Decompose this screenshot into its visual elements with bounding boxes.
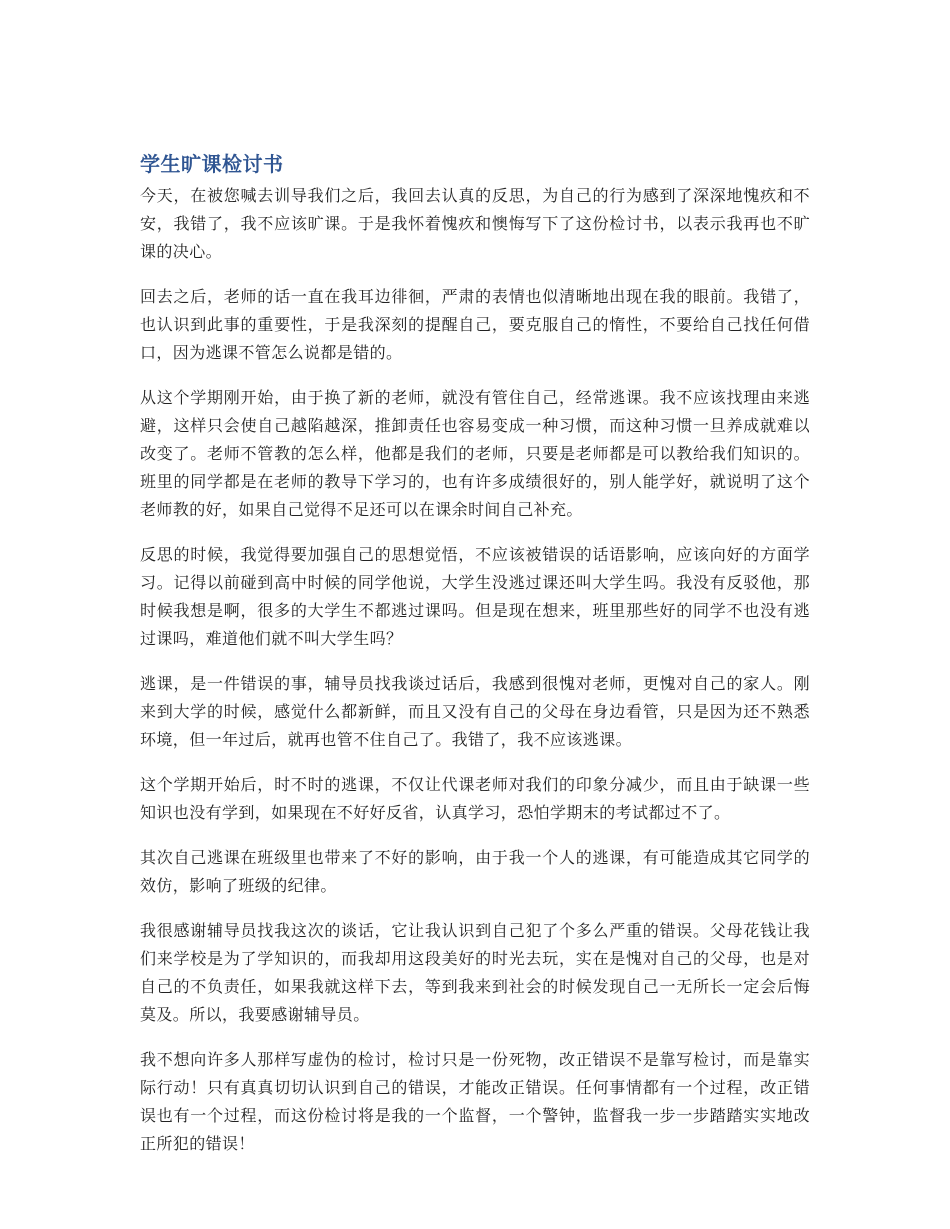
paragraph-1: 今天，在被您喊去训导我们之后，我回去认真的反思，为自己的行为感到了深深地愧疚和不安，我错了，我不应该旷课。于是我怀着愧疚和懊悔写下了这份检讨书，以表示我再也不旷课的决心。	[140, 186, 810, 261]
paragraph-8: 我很感谢辅导员找我这次的谈话，它让我认识到自己犯了个多么严重的错误。父母花钱让我们来学校是为了学知识的，而我却用这段美好的时光去玩，实在是愧对自己的父母，也是对自己的不负责任，如果我就这样下去，等到我来到社会的时候发现自己一无所长一定会后悔莫及。所以，我要感谢辅导员。	[140, 921, 810, 1024]
paragraph-5: 逃课，是一件错误的事，辅导员找我谈过话后，我感到很愧对老师，更愧对自己的家人。刚来到大学的时候，感觉什么都新鲜，而且又没有自己的父母在身边看管，只是因为还不熟悉环境，但一年过后，就再也管不住自己了。我错了，我不应该逃课。	[140, 674, 810, 749]
paragraph-7: 其次自己逃课在班级里也带来了不好的影响，由于我一个人的逃课，有可能造成其它同学的效仿，影响了班级的纪律。	[140, 848, 810, 895]
document-title: 学生旷课检讨书	[140, 152, 284, 176]
paragraph-9: 我不想向许多人那样写虚伪的检讨，检讨只是一份死物，改正错误不是靠写检讨，而是靠实际行动！只有真真切切认识到自己的错误，才能改正错误。任何事情都有一个过程，改正错误也有一个过程，而这份检讨将是我的一个监督，一个警钟，监督我一步一步踏踏实实地改正所犯的错误！	[140, 1050, 810, 1153]
paragraph-4: 反思的时候，我觉得要加强自己的思想觉悟，不应该被错误的话语影响，应该向好的方面学习。记得以前碰到高中时候的同学他说，大学生没逃过课还叫大学生吗。我没有反驳他，那时候我想是啊，很多的大学生不都逃过课吗。但是现在想来，班里那些好的同学不也没有逃过课吗，难道他们就不叫大学生吗？	[140, 545, 810, 648]
paragraph-3: 从这个学期刚开始，由于换了新的老师，就没有管住自己，经常逃课。我不应该找理由来逃避，这样只会使自己越陷越深，推卸责任也容易变成一种习惯，而这种习惯一旦养成就难以改变了。老师不管教的怎么样，他都是我们的老师，只要是老师都是可以教给我们知识的。班里的同学都是在老师的教导下学习的，也有许多成绩很好的，别人能学好，就说明了这个老师教的好，如果自己觉得不足还可以在课余时间自己补充。	[140, 388, 810, 519]
paragraph-6: 这个学期开始后，时不时的逃课，不仅让代课老师对我们的印象分减少，而且由于缺课一些知识也没有学到，如果现在不好好反省，认真学习，恐怕学期末的考试都过不了。	[140, 775, 810, 822]
document-page	[140, 150, 810, 1175]
paragraph-2: 回去之后，老师的话一直在我耳边徘徊，严肃的表情也似清晰地出现在我的眼前。我错了，也认识到此事的重要性，于是我深刻的提醒自己，要克服自己的惰性，不要给自己找任何借口，因为逃课不管怎么说都是错的。	[140, 287, 810, 362]
